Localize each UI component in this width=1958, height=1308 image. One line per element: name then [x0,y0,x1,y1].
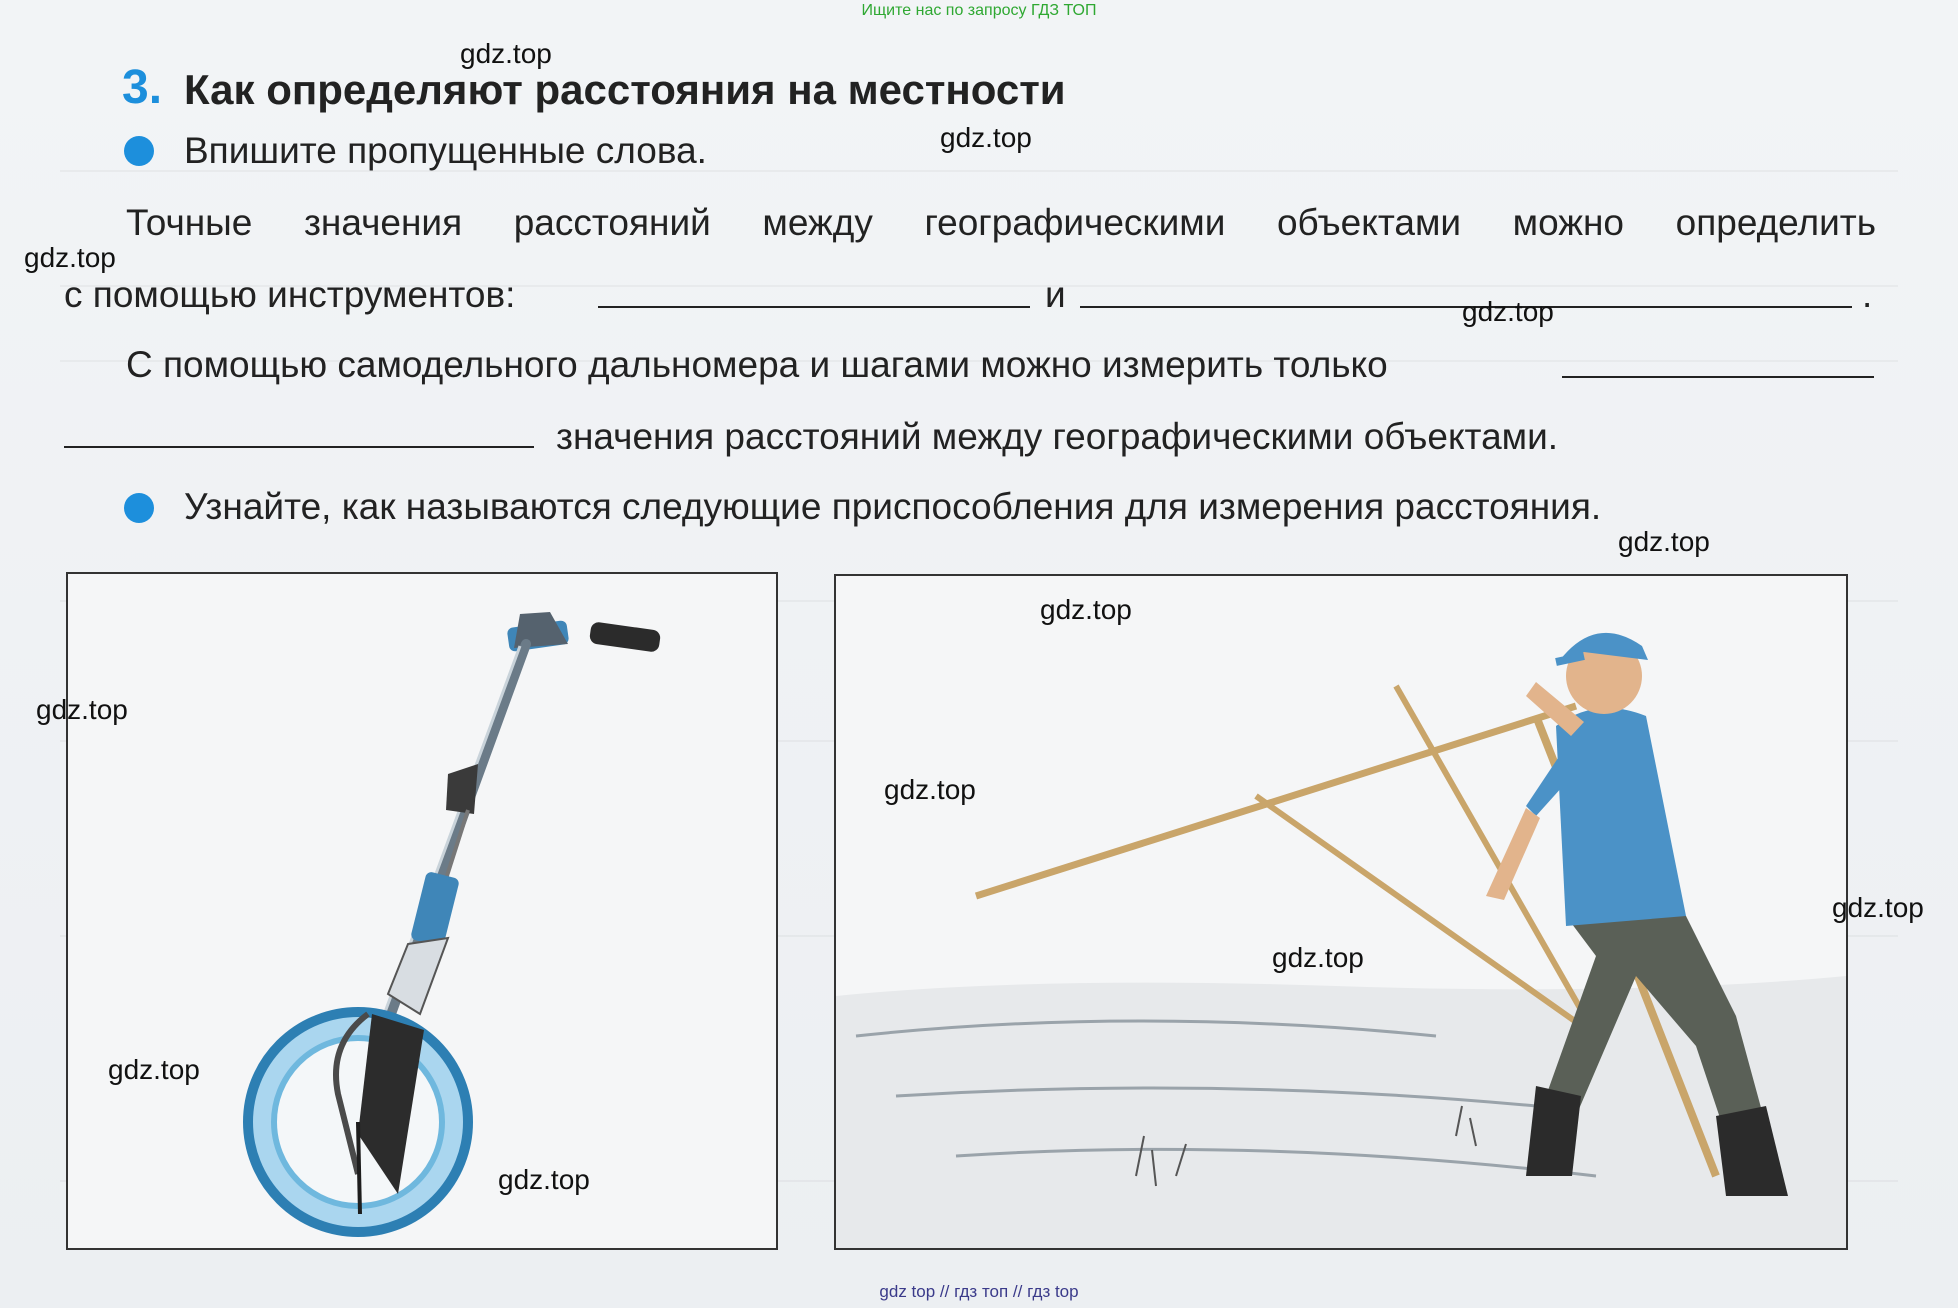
watermark-text: gdz.top [108,1054,200,1085]
watermark-text: gdz.top [884,774,976,805]
task1-line2-start: с помощью инструментов: [64,274,516,315]
measuring-wheel-icon [68,574,776,1248]
answer-blank-instrument-1[interactable] [598,306,1030,308]
task2-instruction: Узнайте, как называются следующие приспособления для измерения расстояния. [184,486,1602,527]
bullet-icon [124,136,154,166]
bullet-icon [124,493,154,523]
answer-blank-approximate[interactable] [1562,376,1874,378]
section-title: Как определяют расстояния на местности [184,66,1066,113]
watermark-text: gdz.top [1272,942,1364,973]
watermark-text: gdz.top [1832,892,1924,923]
section-number: 3. [122,61,163,114]
watermark-text: gdz.top [460,38,552,69]
task1-instruction: Впишите пропущенные слова. [184,130,707,171]
task1-line1: Точные значения расстояний между географическими объектами можно определить [126,202,1876,243]
watermark-text: gdz.top [1618,526,1710,557]
watermark-text: gdz.top [1040,594,1132,625]
watermark-text: gdz.top [36,694,128,725]
answer-blank-approximate-cont[interactable] [64,446,534,448]
watermark-text: gdz.top [940,122,1032,153]
watermark-text: gdz.top [498,1164,590,1195]
task1-line4: значения расстояний между географическими объектами. [556,416,1559,457]
task1-line3: С помощью самодельного дальномера и шагами можно измерить только [126,344,1388,385]
measuring-wheel-figure [66,572,778,1250]
task1-line2-and: и [1045,274,1066,315]
field-compass-figure [834,574,1848,1250]
bottom-banner[interactable]: gdz top // гдз топ // гдз top [879,1282,1079,1301]
watermark-text: gdz.top [1462,296,1554,327]
top-banner[interactable]: Ищите нас по запросу ГДЗ ТОП [861,2,1097,19]
watermark-text: gdz.top [24,242,116,273]
field-compass-icon [836,576,1846,1248]
task1-line2-end: . [1862,274,1873,315]
